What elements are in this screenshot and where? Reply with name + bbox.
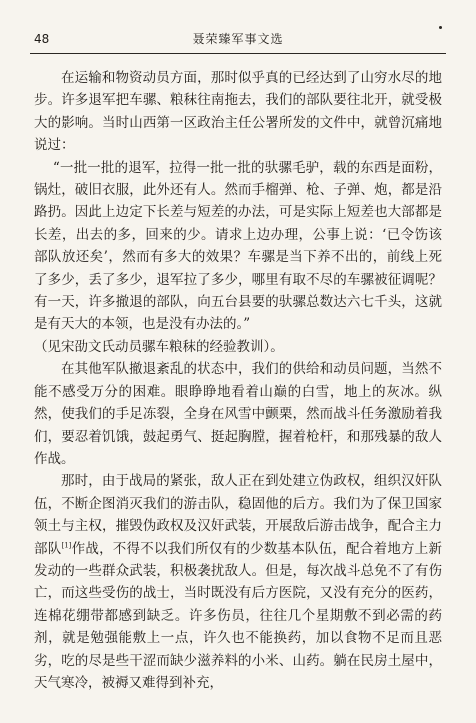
- quote-source-note: （见宋劭文氏动员骡车粮秣的经验教训）。: [34, 338, 284, 355]
- paragraph-transport: 在运输和物资动员方面，那时似乎真的已经达到了山穷水尽的地步。许多退军把车骡、粮秣往南拖去，我们的部队要往北开，就受极大的影响。当时山西第一区政治主任公署所发的文件中，就曾沉痛地说过：: [34, 70, 442, 154]
- paragraph-hardship: 在其他军队撤退紊乱的状态中，我们的供给和动员问题，当然不能不感受万分的困难。眼睁睁地看着山巅的白雪，地上的灰冰。纵然，使我们的手足冻裂，全身在风雪中颤栗，然而战斗任务激励着我们，要忍着饥饿，鼓起勇气、挺起胸膛，握着枪杆，和那残暴的敌人作战。: [34, 361, 442, 467]
- scan-speck-mark: [439, 26, 442, 29]
- footnote-marker[interactable]: [1]: [61, 541, 72, 550]
- body-text: [34, 67, 442, 694]
- paragraph-guerrilla-part-2: 作战，不得不以我们所仅有的少数基本队伍，配合着地方上新发动的一些群众武装，积极袭扰敌人。但是，每次战斗总免不了有伤亡，而这些受伤的战士，当时既没有后方医院，又没有充分的医药，连棉花绷带都感到缺乏。许多伤员，往往几个星期敷不到必需的药剂，就是勉强能敷上一点，许久也不能换药，加以食物不足而且恶劣，吃的尽是些干涩而缺少滋养料的小米、山药。躺在民房土屋中，天气寒冷，被褥又难得到补充，: [34, 540, 443, 691]
- paragraph-guerrilla: [34, 470, 442, 694]
- page-number: 48: [34, 32, 50, 46]
- quoted-document: “一批一批的退军，拉得一批一批的驮骡毛驴，载的东西是面粉，锅灶，破旧衣服，此外还有人。然而手榴弹、枪、子弹、炮，都是沿路扔。因此上边定下长差与短差的办法，可是实际上短差也大部都是长差，出去的多，回来的少。请求上边办理，公事上说：‘已令饬该部队放还矣’，然而有多大的效果？车骡是当下养不出的，前线上死了多少，丢了多少，退军拉了多少，哪里有取不尽的车骡被征调呢？有一天，许多撤退的部队，向五台县要的驮骡总数达六七千头，这就是有天大的本领，也是没有办法的。”: [34, 159, 442, 333]
- book-title: 聂荣臻军事文选: [192, 32, 284, 46]
- running-head: [34, 30, 442, 48]
- paragraph-guerrilla-part-1: 那时，由于战局的紧张，敌人正在到处建立伪政权，组织汉奸队伍，不断企图消灭我们的游击队，稳固他的后方。我们为了保卫国家领土与主权，摧毁伪政权及汉奸武装，开展敌后游击战争，配合主力部队: [34, 473, 442, 557]
- header-rule: [30, 53, 446, 54]
